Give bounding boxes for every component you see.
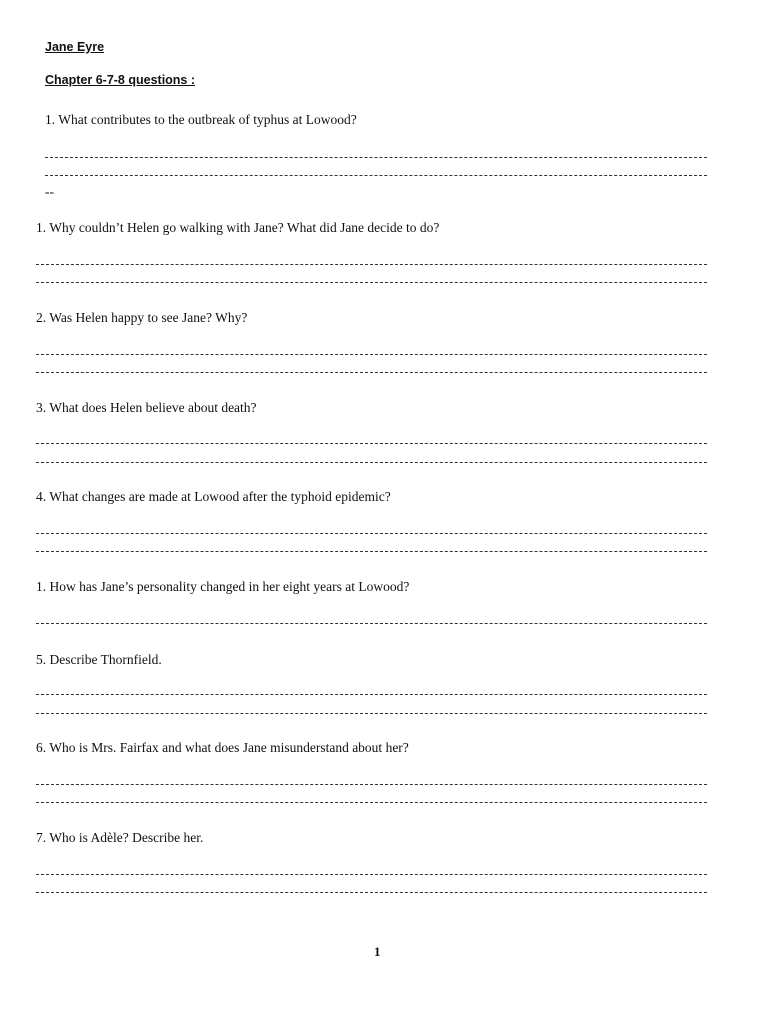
answer-line	[36, 623, 707, 624]
answer-line	[36, 802, 707, 803]
answer-line	[36, 551, 707, 552]
answer-line	[36, 372, 707, 373]
question-text: 4. What changes are made at Lowood after the typhoid epidemic?	[36, 489, 391, 504]
answer-line	[36, 874, 707, 875]
answer-line	[45, 157, 707, 158]
answer-line	[36, 462, 707, 463]
answer-line	[36, 694, 707, 695]
question-text: 7. Who is Adèle? Describe her.	[36, 830, 204, 845]
answer-line	[36, 282, 707, 283]
chapter-heading: Chapter 6-7-8 questions :	[45, 73, 196, 87]
answer-line	[36, 713, 707, 714]
answer-line	[36, 354, 707, 355]
question-text: 1. How has Jane’s personality changed in her eight years at Lowood?	[36, 579, 410, 594]
answer-line-overflow: --	[45, 184, 54, 199]
question-text: 2. Was Helen happy to see Jane? Why?	[36, 310, 248, 325]
answer-line	[45, 175, 707, 176]
document-title: Jane Eyre	[45, 40, 105, 54]
answer-line	[36, 892, 707, 893]
answer-line	[36, 264, 707, 265]
question-text: 5. Describe Thornfield.	[36, 652, 162, 667]
answer-line	[36, 784, 707, 785]
answer-line	[36, 533, 707, 534]
question-text: 3. What does Helen believe about death?	[36, 400, 257, 415]
page-number: 1	[374, 944, 381, 959]
question-text: 1. Why couldn’t Helen go walking with Jane? What did Jane decide to do?	[36, 220, 440, 235]
question-text: 6. Who is Mrs. Fairfax and what does Jane misunderstand about her?	[36, 740, 409, 755]
answer-line	[36, 443, 707, 444]
question-text: 1. What contributes to the outbreak of typhus at Lowood?	[45, 112, 357, 127]
